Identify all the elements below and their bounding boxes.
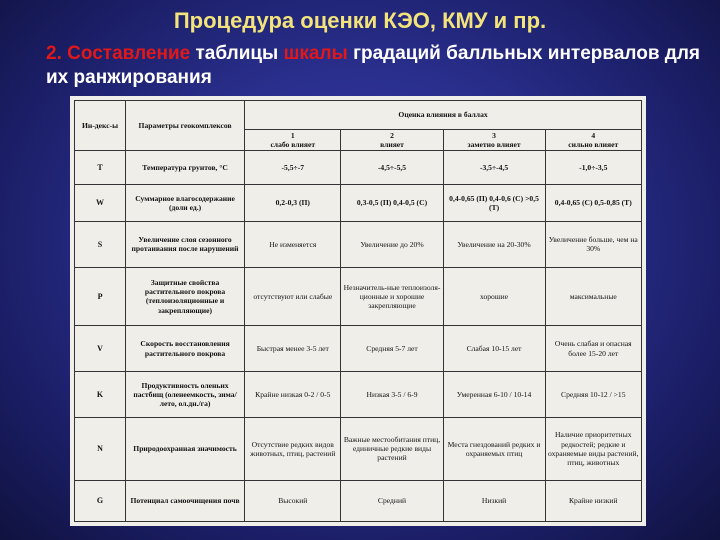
row-grade-4: Наличие приоритетных редкостей; редкие и охраняемые виды растений, птиц, животных (545, 417, 641, 480)
table-header-row (75, 101, 642, 130)
subtitle-number: 2. (46, 43, 62, 64)
subtitle-highlight-2: шкалы (283, 43, 348, 64)
row-grade-4: максимальные (545, 267, 641, 326)
slide-title: Процедура оценки КЭО, КМУ и пр. (173, 8, 547, 33)
grade-header-1: 1 слабо влияет (245, 130, 341, 151)
table-row (75, 267, 642, 326)
row-param: Защитные свойства растительного покрова (теплоизоляционные и закрепляющие) (126, 267, 245, 326)
table-row (75, 417, 642, 480)
row-grade-4: Крайне низкий (545, 480, 641, 521)
row-grade-1: 0,2-0,3 (П) (245, 184, 341, 222)
table-row (75, 222, 642, 268)
row-index: K (75, 371, 126, 417)
grade-header-3: 3 заметно влияет (443, 130, 545, 151)
table-row (75, 480, 642, 521)
row-grade-1: -5,5÷-7 (245, 151, 341, 184)
slide-subtitle (46, 42, 706, 90)
header-params: Параметры геокомплексов (126, 101, 245, 151)
subtitle-text-2: градаций балльных интервалов для их ранжирования (46, 43, 700, 88)
row-grade-1: Не изменяется (245, 222, 341, 268)
table-row (75, 184, 642, 222)
row-grade-4: Увеличение больше, чем на 30% (545, 222, 641, 268)
row-grade-3: 0,4-0,65 (П) 0,4-0,6 (С) >0,5 (Т) (443, 184, 545, 222)
row-index: P (75, 267, 126, 326)
table-row (75, 371, 642, 417)
row-grade-3: Умеренная 6-10 / 10-14 (443, 371, 545, 417)
row-grade-4: 0,4-0,65 (С) 0,5-0,85 (Т) (545, 184, 641, 222)
row-index: G (75, 480, 126, 521)
row-grade-4: Очень слабая и опасная более 15-20 лет (545, 326, 641, 372)
row-index: N (75, 417, 126, 480)
row-grade-1: Отсутствие редких видов животных, птиц, растений (245, 417, 341, 480)
row-grade-1: Высокий (245, 480, 341, 521)
row-grade-2: Низкая 3-5 / 6-9 (341, 371, 443, 417)
row-param: Природоохранная значимость (126, 417, 245, 480)
row-param: Скорость восстановления растительного покрова (126, 326, 245, 372)
table-row (75, 326, 642, 372)
row-param: Увеличение слоя сезонного протаивания после нарушений (126, 222, 245, 268)
grade-header-2: 2 влияет (341, 130, 443, 151)
row-grade-2: -4,5÷-5,5 (341, 151, 443, 184)
row-index: W (75, 184, 126, 222)
row-grade-4: Средняя 10-12 / >15 (545, 371, 641, 417)
header-index: Ин-декс-ы (75, 101, 126, 151)
row-grade-3: Места гнездований редких и охраняемых птиц (443, 417, 545, 480)
row-grade-2: Увеличение до 20% (341, 222, 443, 268)
row-grade-2: Важные местообитания птиц, единичные редкие виды растений (341, 417, 443, 480)
grade-header-4: 4 сильно влияет (545, 130, 641, 151)
row-param: Потенциал самоочищения почв (126, 480, 245, 521)
row-grade-1: Быстрая менее 3-5 лет (245, 326, 341, 372)
assessment-table (74, 100, 642, 522)
assessment-table-image (70, 96, 646, 526)
row-index: V (75, 326, 126, 372)
row-index: T (75, 151, 126, 184)
row-grade-4: -1,0÷-3,5 (545, 151, 641, 184)
row-grade-1: Крайне низкая 0-2 / 0-5 (245, 371, 341, 417)
row-param: Температура грунтов, °С (126, 151, 245, 184)
row-grade-2: Незначитель-ные теплоизоля-ционные и хорошие закрепляющие (341, 267, 443, 326)
row-grade-3: Слабая 10-15 лет (443, 326, 545, 372)
row-grade-3: -3,5÷-4,5 (443, 151, 545, 184)
table-row (75, 151, 642, 184)
subtitle-highlight-1: Составление (67, 43, 191, 64)
row-grade-3: Увеличение на 20-30% (443, 222, 545, 268)
row-grade-2: Средний (341, 480, 443, 521)
row-param: Суммарное влагосодержание (доли ед.) (126, 184, 245, 222)
row-param: Продуктивность оленьих пастбищ (оленеемкость, зима/лето, ол.дн./га) (126, 371, 245, 417)
row-grade-2: Средняя 5-7 лет (341, 326, 443, 372)
row-grade-3: Низкий (443, 480, 545, 521)
row-grade-2: 0,3-0,5 (П) 0,4-0,5 (С) (341, 184, 443, 222)
subtitle-text-1: таблицы (195, 43, 279, 64)
row-index: S (75, 222, 126, 268)
header-score: Оценка влияния в баллах (245, 101, 642, 130)
row-grade-1: отсутствуют или слабые (245, 267, 341, 326)
row-grade-3: хорошие (443, 267, 545, 326)
